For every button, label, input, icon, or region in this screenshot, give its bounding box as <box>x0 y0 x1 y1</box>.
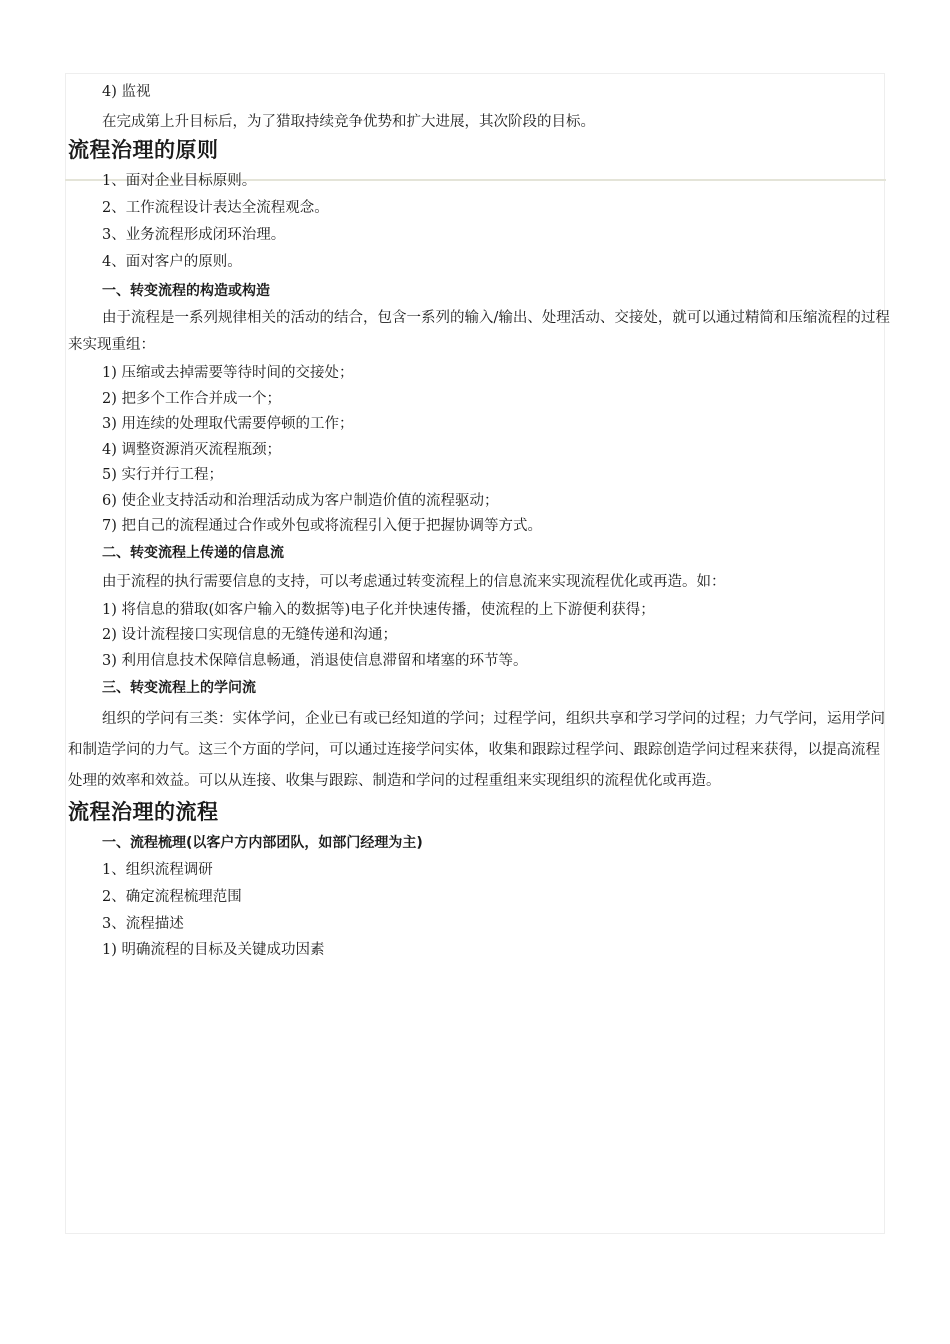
section-2-item-3: 3) 利用信息技术保障信息畅通，消退使信息滞留和堵塞的环节等。 <box>102 652 528 669</box>
section-3-paragraph: 组织的学问有三类：实体学问，企业已有或已经知道的学问；过程学问，组织共享和学习学问的过程；力气学问，运用学问和制造学问的力气。这三个方面的学问，可以通过连接学问实体，收集和跟踪过程学问、跟踪创造学问过程来获得，以提高流程处理的效率和效益。可以从连接、收集与跟踪、制造和学问的过程重组来实现组织的流程优化或再造。 <box>68 711 885 789</box>
heading-principles: 流程治理的原则 <box>68 138 219 162</box>
section-2-item-2: 2) 设计流程接口实现信息的无缝传递和沟通； <box>102 627 397 643</box>
section-1-item-6: 6) 使企业支持活动和治理活动成为客户制造价值的流程驱动； <box>102 492 499 509</box>
section-1-item-7: 7) 把自己的流程通过合作或外包或将流程引入便于把握协调等方式。 <box>102 518 542 534</box>
section-1-item-3: 3) 用连续的处理取代需要停顿的工作； <box>102 416 354 432</box>
section-2-item-1: 1) 将信息的猎取(如客户输入的数据等)电子化并快速传播，使流程的上下游便利获得； <box>102 601 655 618</box>
section-3-heading: 三、转变流程上的学问流 <box>102 680 256 696</box>
section-1-paragraph: 由于流程是一系列规律相关的活动的结合，包含一系列的输入/输出、处理活动、交接处，就可以通过精简和压缩流程的过程来实现重组： <box>68 310 890 353</box>
flow-item-2: 2、确定流程梳理范围 <box>102 889 242 905</box>
flow-item-1: 1、组织流程调研 <box>102 862 213 878</box>
principle-2: 2、工作流程设计表达全流程观念。 <box>102 200 329 216</box>
document-body <box>68 80 898 964</box>
principle-1: 1、面对企业目标原则。 <box>102 173 257 189</box>
heading-process: 流程治理的流程 <box>68 800 219 824</box>
section-1-item-5: 5) 实行并行工程； <box>102 467 223 483</box>
flow-item-3-sub-1: 1) 明确流程的目标及关键成功因素 <box>102 942 325 958</box>
flow-item-3: 3、流程描述 <box>102 916 184 932</box>
intro-paragraph: 在完成第上升目标后，为了猎取持续竞争优势和扩大进展，其次阶段的目标。 <box>102 113 595 130</box>
item-monitor: 4) 监视 <box>102 84 151 100</box>
principle-3: 3、业务流程形成闭环治理。 <box>102 227 286 243</box>
section-1-heading: 一、转变流程的构造或构造 <box>102 283 270 299</box>
principle-4: 4、面对客户的原则。 <box>102 254 242 270</box>
section-1-item-4: 4) 调整资源消灭流程瓶颈； <box>102 441 281 458</box>
section-2-paragraph: 由于流程的执行需要信息的支持，可以考虑通过转变流程上的信息流来实现流程优化或再造。如： <box>102 573 726 590</box>
section-1-item-1: 1) 压缩或去掉需要等待时间的交接处； <box>102 365 354 381</box>
section-2-heading: 二、转变流程上传递的信息流 <box>102 544 284 561</box>
flow-section-1-heading: 一、流程梳理(以客户方内部团队，如部门经理为主) <box>102 835 423 851</box>
section-1-item-2: 2) 把多个工作合并成一个； <box>102 390 281 407</box>
